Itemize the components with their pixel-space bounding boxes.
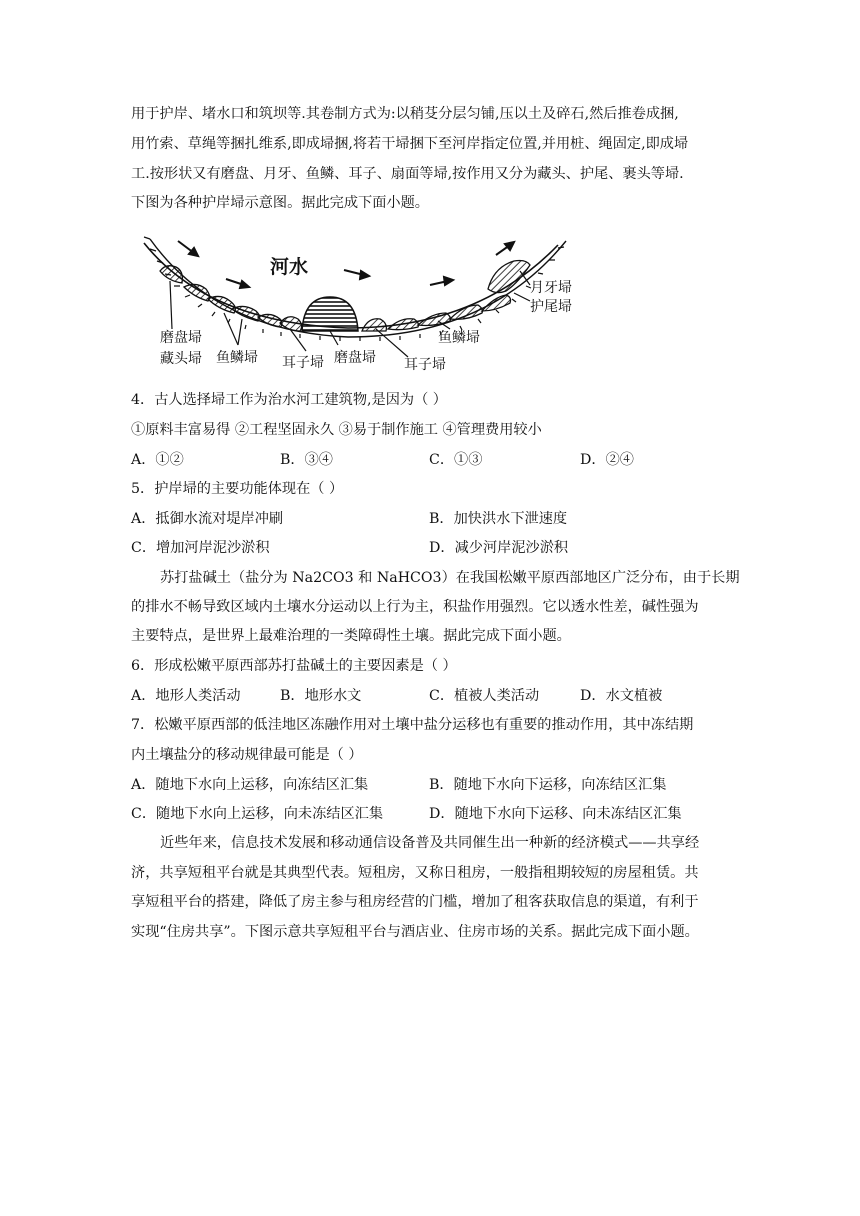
q4-option-a[interactable]: A．①② — [131, 452, 184, 468]
mopan-center-shape — [302, 297, 358, 331]
yulin-left-shape-3 — [258, 314, 282, 327]
erzi-left-label: 耳子埽 — [282, 355, 324, 371]
erzi-right-label: 耳子埽 — [404, 357, 446, 373]
revetment-diagram — [138, 233, 598, 381]
q5-option-a[interactable]: A．抵御水流对堤岸冲刷 — [131, 511, 284, 527]
q6-option-a[interactable]: A．地形人类活动 — [131, 688, 241, 704]
passage2-line-3: 主要特点，是世界上最难治理的一类障碍性土壤。据此完成下面小题。 — [131, 628, 571, 644]
canghtou-label: 藏头埽 — [160, 351, 202, 367]
canghtou-shape — [184, 284, 210, 301]
yulin-left-label: 鱼鳞埽 — [216, 350, 258, 366]
yulin-right-shape-1 — [388, 319, 419, 330]
q7-stem-line-2: 内土壤盐分的移动规律最可能是（ ） — [131, 747, 363, 763]
intro-line-1: 用于护岸、堵水口和筑坝等.其卷制方式为:以稍芟分层匀铺,压以土及碎石,然后推卷成捆, — [131, 106, 679, 122]
q5-option-b[interactable]: B．加快洪水下泄速度 — [429, 511, 568, 527]
q7-option-a[interactable]: A．随地下水向上运移，向冻结区汇集 — [131, 777, 369, 793]
q6-option-c[interactable]: C．植被人类活动 — [429, 688, 540, 704]
yulin-right-label: 鱼鳞埽 — [438, 330, 480, 346]
huwei-label: 护尾埽 — [530, 299, 572, 315]
intro-line-2: 用竹索、草绳等捆扎维系,即成埽捆,将若干埽捆下至河岸指定位置,并用桩、绳固定,即成埽 — [131, 136, 689, 152]
q4-option-b[interactable]: B．③④ — [280, 452, 333, 468]
passage3-line-4: 实现“住房共享”。下图示意共享短租平台与酒店业、住房市场的关系。据此完成下面小题。 — [131, 924, 699, 940]
intro-line-4: 下图为各种护岸埽示意图。据此完成下面小题。 — [131, 195, 429, 211]
q4-option-d[interactable]: D．②④ — [580, 452, 634, 468]
q7-option-c[interactable]: C．随地下水向上运移，向未冻结区汇集 — [131, 806, 384, 822]
yulin-left-shape-2 — [232, 306, 260, 321]
passage2-line-1: 苏打盐碱土（盐分为 Na2CO3 和 NaHCO3）在我国松嫩平原西部地区广泛分布，由于长期 — [160, 570, 740, 586]
river-label: 河水 — [270, 256, 309, 278]
q5-stem: 5．护岸埽的主要功能体现在（ ） — [131, 481, 344, 497]
yulin-left-shape-1 — [208, 296, 235, 313]
q6-option-b[interactable]: B．地形水文 — [280, 688, 362, 704]
q7-option-d[interactable]: D．随地下水向下运移、向未冻结区汇集 — [429, 806, 682, 822]
passage2-line-2: 的排水不畅导致区域内土壤水分运动以上行为主，积盐作用强烈。它以透水性差，碱性强为 — [131, 599, 699, 615]
yueya-label: 月牙埽 — [530, 280, 572, 296]
q6-stem: 6．形成松嫩平原西部苏打盐碱土的主要因素是（ ） — [131, 658, 457, 674]
mopan-center-label: 磨盘埽 — [334, 350, 376, 366]
intro-line-3: 工.按形状又有磨盘、月牙、鱼鳞、耳子、扇面等埽,按作用又分为藏头、护尾、裹头等埽. — [131, 166, 684, 182]
yulin-right-shape-3 — [450, 305, 483, 319]
q7-option-b[interactable]: B．随地下水向下运移，向冻结区汇集 — [429, 777, 667, 793]
q7-stem-line-1: 7．松嫩平原西部的低洼地区冻融作用对土壤中盐分运移也有重要的推动作用，其中冻结期 — [131, 717, 694, 733]
q4-stem: 4．古人选择埽工作为治水河工建筑物,是因为（ ） — [131, 392, 447, 408]
q5-option-c[interactable]: C．增加河岸泥沙淤积 — [131, 540, 270, 556]
passage3-line-3: 享短租平台的搭建，降低了房主参与租房经营的门槛，增加了租客获取信息的渠道，有利于 — [131, 894, 699, 910]
passage3-line-2: 济，共享短租平台就是其典型代表。短租房，又称日租房，一般指租期较短的房屋租赁。共 — [131, 865, 699, 881]
passage3-line-1: 近些年来，信息技术发展和移动通信设备普及共同催生出一种新的经济模式——共享经 — [160, 835, 700, 851]
q5-option-d[interactable]: D．减少河岸泥沙淤积 — [429, 540, 569, 556]
mopan-left-shape — [160, 266, 182, 283]
q4-statements: ①原料丰富易得 ②工程坚固永久 ③易于制作施工 ④管理费用较小 — [131, 422, 542, 438]
erzi-left-shape — [280, 317, 302, 331]
q6-option-d[interactable]: D．水文植被 — [580, 688, 663, 704]
q4-option-c[interactable]: C．①③ — [429, 452, 483, 468]
flow-arrows — [178, 241, 514, 288]
erzi-right-shape — [362, 319, 386, 331]
mopan-left-label: 磨盘埽 — [160, 330, 202, 346]
